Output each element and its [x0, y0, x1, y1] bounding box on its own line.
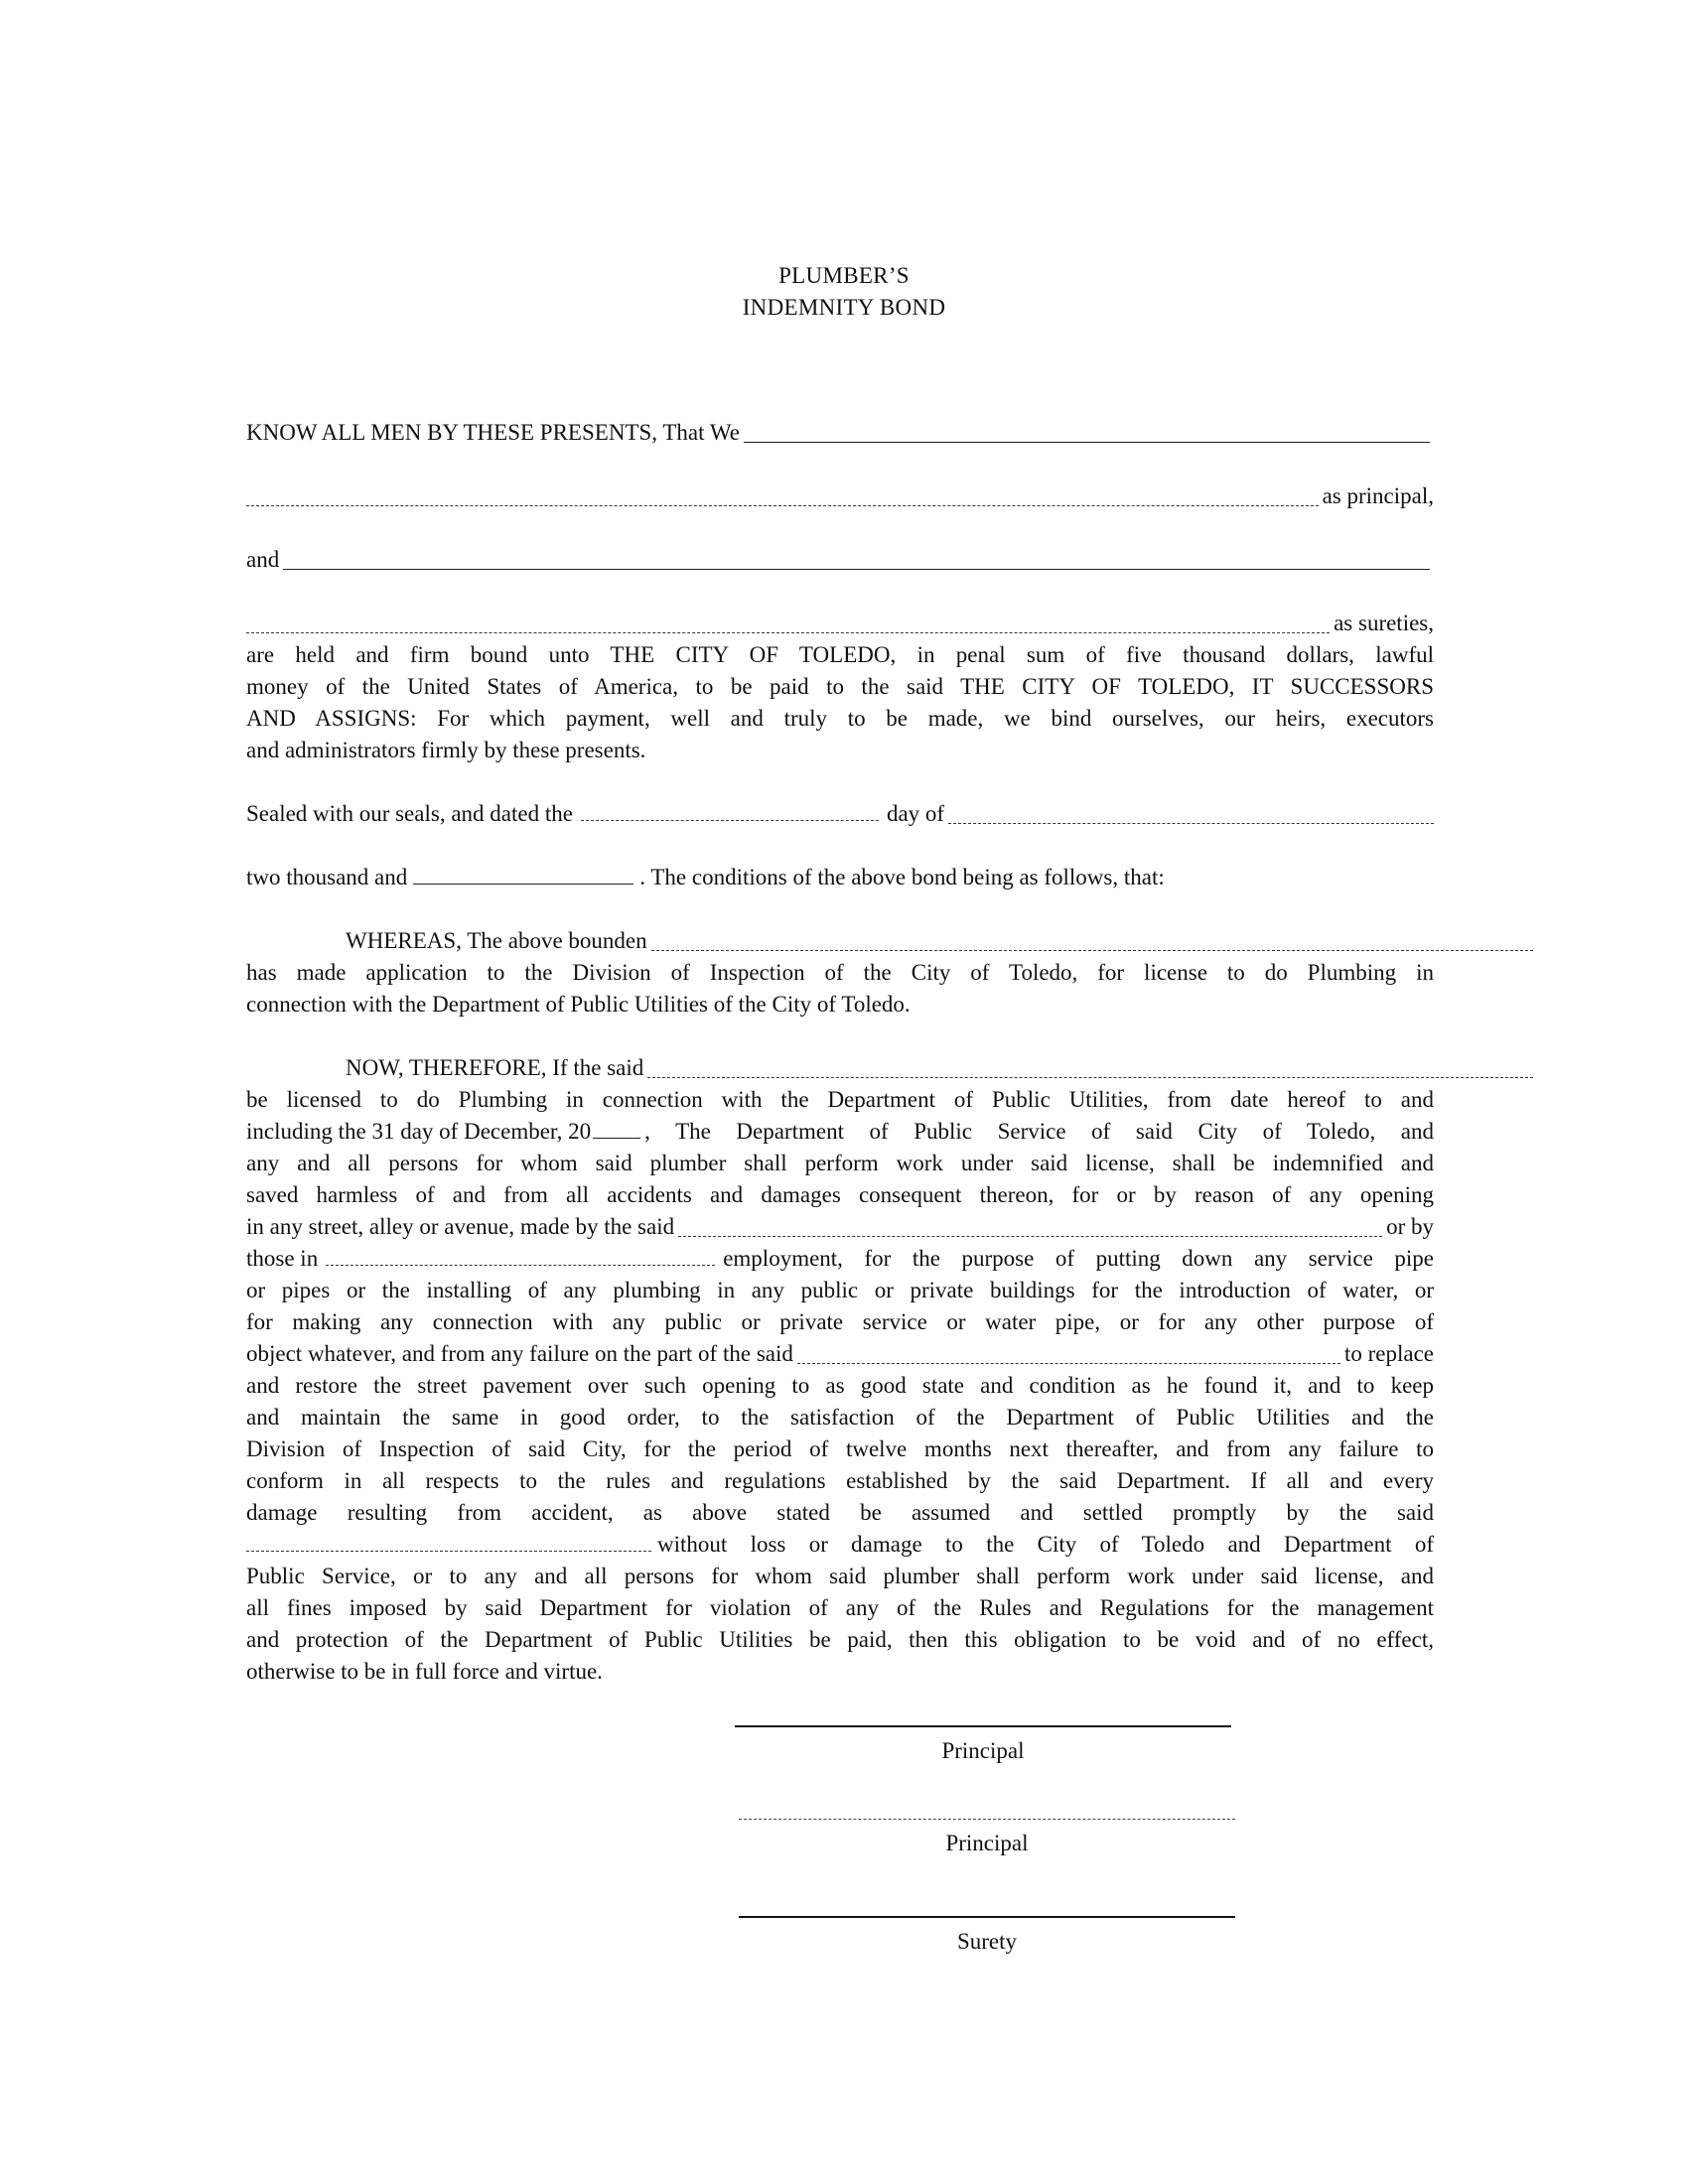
- now-therefore-row: [246, 1052, 1434, 1084]
- principal-name-field-2[interactable]: [246, 483, 1319, 506]
- paragraph-line: has made application to the Division of Inspection of the City of Toledo, for license to do Plumbing in: [246, 960, 1434, 985]
- principal-name-field[interactable]: [744, 420, 1430, 443]
- principal-label-2: Principal: [945, 1831, 1029, 1855]
- paragraph-line: and maintain the same in good order, to the satisfaction of the Department of Public Utilities and the: [246, 1405, 1434, 1430]
- paragraph-line: and administrators firmly by these presents.: [246, 738, 646, 762]
- paragraph-line: all fines imposed by said Department for violation of any of the Rules and Regulations for the management: [246, 1595, 1434, 1620]
- surety-name-field-2[interactable]: [246, 611, 1330, 633]
- paragraph-line: damage resulting from accident, as above stated be assumed and settled promptly by the said: [246, 1500, 1434, 1525]
- conditions-text: . The conditions of the above bond being as follows, that:: [639, 865, 1165, 889]
- surety-continued-row: [246, 608, 1434, 639]
- settling-party-field[interactable]: [246, 1529, 651, 1552]
- whereas-text: WHEREAS, The above bounden: [346, 928, 647, 953]
- paragraph-line: for making any connection with any public or private service or water pipe, or for any other purpose of: [246, 1309, 1434, 1334]
- year-suffix-field[interactable]: [593, 1116, 640, 1139]
- paragraph-line: and restore the street pavement over such opening to as good state and condition as he found it, and to keep: [246, 1373, 1434, 1398]
- paragraph-line: to replace: [1343, 1341, 1434, 1366]
- bounden-name-field[interactable]: [651, 928, 1533, 951]
- party-name-field[interactable]: [797, 1341, 1340, 1364]
- title-line-1: PLUMBER’S: [778, 263, 910, 288]
- as-sureties-text: as sureties,: [1334, 611, 1434, 635]
- bond-terms-paragraph: [246, 639, 1434, 766]
- paragraph-line: or by: [1386, 1214, 1434, 1239]
- two-thousand-text: two thousand and: [246, 865, 408, 889]
- paragraph-line: be licensed to do Plumbing in connection with the Department of Public Utilities, from date hereof to and: [246, 1087, 1434, 1112]
- conditions-paragraph: [246, 1084, 1434, 1688]
- paragraph-line: and protection of the Department of Public Utilities be paid, then this obligation to be void and of no effect,: [246, 1627, 1434, 1652]
- principal-name-row: [246, 417, 1434, 449]
- plumber-name-field[interactable]: [678, 1214, 1382, 1237]
- year-field[interactable]: [413, 862, 633, 885]
- now-therefore-text: NOW, THEREFORE, If the said: [346, 1055, 644, 1080]
- paragraph-line: conform in all respects to the rules and regulations established by the said Department. If all and every: [246, 1468, 1434, 1493]
- paragraph-line: without loss or damage to the City of Toledo and Department of: [657, 1532, 1434, 1557]
- date-month-field[interactable]: [948, 801, 1434, 824]
- date-day-field[interactable]: [581, 798, 879, 821]
- principal-label-1: Principal: [941, 1738, 1025, 1763]
- surety-name-field[interactable]: [283, 547, 1430, 570]
- paragraph-line: connection with the Department of Public Utilities of the City of Toledo.: [246, 992, 911, 1017]
- paragraph-line: employment, for the purpose of putting down any service pipe: [723, 1246, 1434, 1271]
- whereas-row: [246, 925, 1434, 957]
- know-all-text: KNOW ALL MEN BY THESE PRESENTS, That We: [246, 420, 740, 445]
- paragraph-line: otherwise to be in full force and virtue.: [246, 1659, 603, 1684]
- paragraph-line: , The Department of Public Service of said City of Toledo, and: [644, 1119, 1434, 1144]
- paragraph-line: saved harmless of and from all accidents and damages consequent thereon, for or by reason of any opening: [246, 1182, 1434, 1207]
- sealed-date-row: [246, 798, 1434, 830]
- paragraph-line: AND ASSIGNS: For which payment, well and truly to be made, we bind ourselves, our heirs, executors: [246, 706, 1434, 731]
- and-text: and: [246, 547, 280, 572]
- paragraph-line: any and all persons for whom said plumber shall perform work under said license, shall be indemnified and: [246, 1151, 1434, 1175]
- title-line-2: INDEMNITY BOND: [742, 295, 946, 320]
- employer-name-field[interactable]: [326, 1243, 715, 1266]
- licensee-name-field[interactable]: [647, 1055, 1533, 1078]
- paragraph-line: or pipes or the installing of any plumbing in any public or private buildings for the introduction of water, or: [246, 1278, 1434, 1302]
- signature-line[interactable]: [739, 1916, 1235, 1918]
- principal-signature-2: [739, 1819, 1235, 1859]
- whereas-paragraph: [246, 957, 1434, 1021]
- surety-signature: [739, 1916, 1235, 1958]
- sealed-text: Sealed with our seals, and dated the: [246, 801, 573, 826]
- principal-signature-1: [735, 1725, 1231, 1767]
- signature-line[interactable]: [739, 1819, 1235, 1820]
- paragraph-line: money of the United States of America, to be paid to the said THE CITY OF TOLEDO, IT SUCCESSORS: [246, 674, 1434, 699]
- principal-continued-row: [246, 480, 1434, 512]
- paragraph-line: including the 31 day of December, 20: [246, 1119, 592, 1144]
- paragraph-line: Public Service, or to any and all persons for whom said plumber shall perform work under said license, and: [246, 1564, 1434, 1588]
- paragraph-line: in any street, alley or avenue, made by the said: [246, 1214, 675, 1239]
- paragraph-line: are held and firm bound unto THE CITY OF TOLEDO, in penal sum of five thousand dollars, lawful: [246, 642, 1434, 667]
- paragraph-line: object whatever, and from any failure on the part of the said: [246, 1341, 793, 1366]
- surety-name-row: [246, 544, 1434, 576]
- paragraph-line: those in: [246, 1246, 319, 1271]
- surety-label: Surety: [956, 1929, 1018, 1954]
- year-row: [246, 862, 1434, 893]
- as-principal-text: as principal,: [1322, 483, 1434, 508]
- signature-line[interactable]: [735, 1725, 1231, 1727]
- paragraph-line: Division of Inspection of said City, for the period of twelve months next thereafter, and from any failure to: [246, 1436, 1434, 1461]
- day-of-text: day of: [886, 801, 945, 826]
